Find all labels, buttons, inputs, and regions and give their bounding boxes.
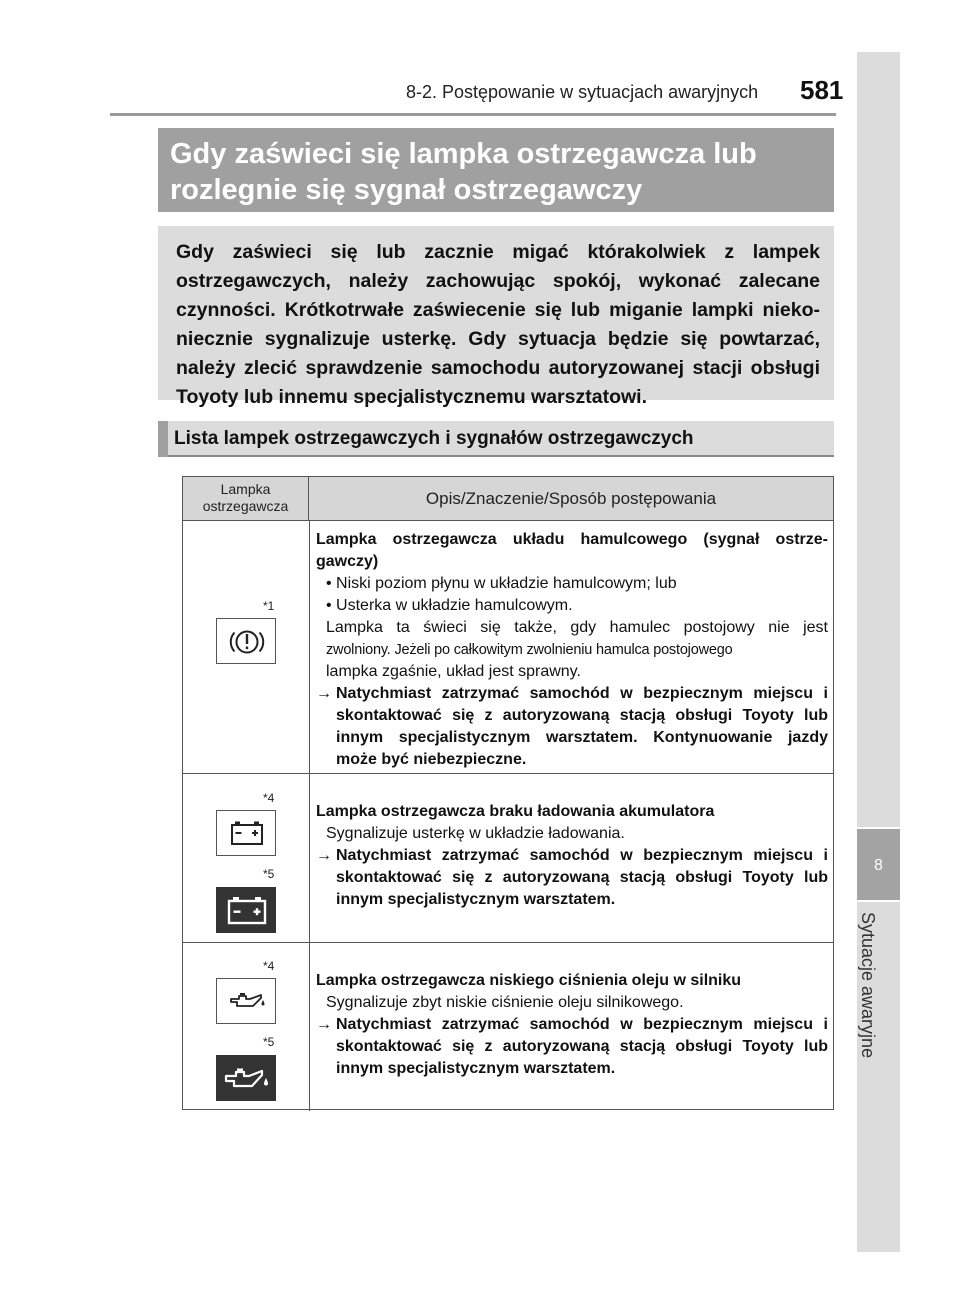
brake-warning-note: Lampka ta świeci się także, gdy hamulec postojowy nie jest bbox=[326, 619, 828, 636]
heading-line-2: rozlegnie się sygnał ostrzegawczy bbox=[170, 174, 643, 206]
list-heading-divider bbox=[168, 455, 834, 457]
battery-outline-icon bbox=[216, 810, 276, 856]
row-divider bbox=[183, 942, 833, 943]
brake-warning-title: Lampka ostrzegawcza układu hamulcowego (sygnał ostrze-gawczy) bbox=[316, 531, 828, 570]
arrow-icon: → bbox=[316, 1016, 332, 1033]
header-lamp-line1: Lampka bbox=[220, 481, 271, 497]
intro-box bbox=[158, 226, 834, 408]
battery-warning-title: Lampka ostrzegawcza braku ładowania akumulatora bbox=[316, 803, 715, 820]
footnote-marker: *5 bbox=[263, 1035, 275, 1049]
battery-warning-description bbox=[316, 801, 828, 911]
oil-warning-description bbox=[316, 970, 828, 1080]
intro-text: Gdy zaświeci się lub zacznie migać którakolwiek z lampek ostrzegawczych, należy zachowując spokój, wykonać zalecane czynności. Krótkotrwałe zaświecenie się lub miganie lampki nieko-niecznie sygnalizuje usterkę. Gdy sytuacja będzie się powtarzać, należy zlecić sprawdzenie samochodu autoryzowanej stacji obsługi Toyoty lub innemu specjalistycznemu warsztatowi. bbox=[176, 241, 820, 408]
chapter-label: Sytuacje awaryjne bbox=[858, 912, 878, 1059]
chapter-number: 8 bbox=[874, 857, 883, 874]
battery-warning-action bbox=[316, 845, 828, 911]
footnote-marker: *1 bbox=[263, 599, 275, 613]
heading-line-1: Gdy zaświeci się lampka ostrzegawcza lub bbox=[170, 138, 757, 170]
table-header-description bbox=[309, 477, 833, 521]
header-description-text: Opis/Znaczenie/Sposób postępowania bbox=[425, 489, 717, 508]
oil-warning-action-text: Natychmiast zatrzymać samochód w bezpiecznym miejscu i skontaktować się z autoryzowaną stacją obsługi Toyoty lub innym specjalistycznym warsztatem. bbox=[336, 1016, 828, 1077]
column-divider bbox=[309, 521, 310, 1111]
footnote-marker: *4 bbox=[263, 791, 275, 805]
brake-warning-note: zwolniony. Jeżeli po całkowitym zwolnieniu hamulca postojowego bbox=[326, 642, 733, 658]
header-lamp-line2: ostrzegawcza bbox=[202, 498, 289, 514]
oil-warning-title: Lampka ostrzegawcza niskiego ciśnienia oleju w silniku bbox=[316, 972, 742, 989]
list-heading-accent bbox=[158, 421, 168, 457]
page-number: 581 bbox=[800, 75, 844, 105]
list-heading-box bbox=[158, 421, 834, 457]
list-heading: Lista lampek ostrzegawczych i sygnałów ostrzegawczych bbox=[174, 428, 694, 449]
side-tab-chapter bbox=[857, 829, 900, 900]
side-tab-top bbox=[857, 52, 900, 827]
battery-warning-action-text: Natychmiast zatrzymać samochód w bezpiecznym miejscu i skontaktować się z autoryzowaną stacją obsługi Toyoty lub innym specjalistycznym warsztatem. bbox=[336, 847, 828, 908]
section-heading-box bbox=[158, 128, 834, 212]
row-divider bbox=[183, 773, 833, 774]
brake-warning-note: lampka zgaśnie, układ jest sprawny. bbox=[326, 663, 581, 680]
battery-filled-icon bbox=[216, 887, 276, 933]
table-header-lamp bbox=[183, 477, 309, 521]
footnote-marker: *4 bbox=[263, 959, 275, 973]
oil-can-outline-icon bbox=[216, 978, 276, 1024]
brake-warning-bullet: • Niski poziom płynu w układzie hamulcowym; lub bbox=[326, 575, 677, 592]
header-divider bbox=[110, 113, 836, 116]
brake-warning-action bbox=[316, 683, 828, 771]
arrow-icon: → bbox=[316, 847, 332, 864]
section-title: 8-2. Postępowanie w sytuacjach awaryjnych bbox=[406, 82, 759, 102]
brake-warning-action-text: Natychmiast zatrzymać samochód w bezpiecznym miejscu i skontaktować się z autoryzowaną stacją obsługi Toyoty lub innym specjalistycznym warsztatem. Kontynuowanie jazdy może być niebezpieczne. bbox=[336, 685, 828, 768]
oil-warning-action bbox=[316, 1014, 828, 1080]
brake-warning-bullet: • Usterka w układzie hamulcowym. bbox=[326, 597, 573, 614]
arrow-icon: → bbox=[316, 685, 332, 702]
warning-lights-table bbox=[182, 476, 834, 1110]
oil-warning-text: Sygnalizuje zbyt niskie ciśnienie oleju silnikowego. bbox=[326, 994, 684, 1011]
footnote-marker: *5 bbox=[263, 867, 275, 881]
oil-can-filled-icon bbox=[216, 1055, 276, 1101]
battery-warning-text: Sygnalizuje usterkę w układzie ładowania. bbox=[326, 825, 625, 842]
brake-warning-description bbox=[316, 529, 828, 771]
section-heading bbox=[170, 136, 830, 208]
brake-warning-icon bbox=[216, 618, 276, 664]
